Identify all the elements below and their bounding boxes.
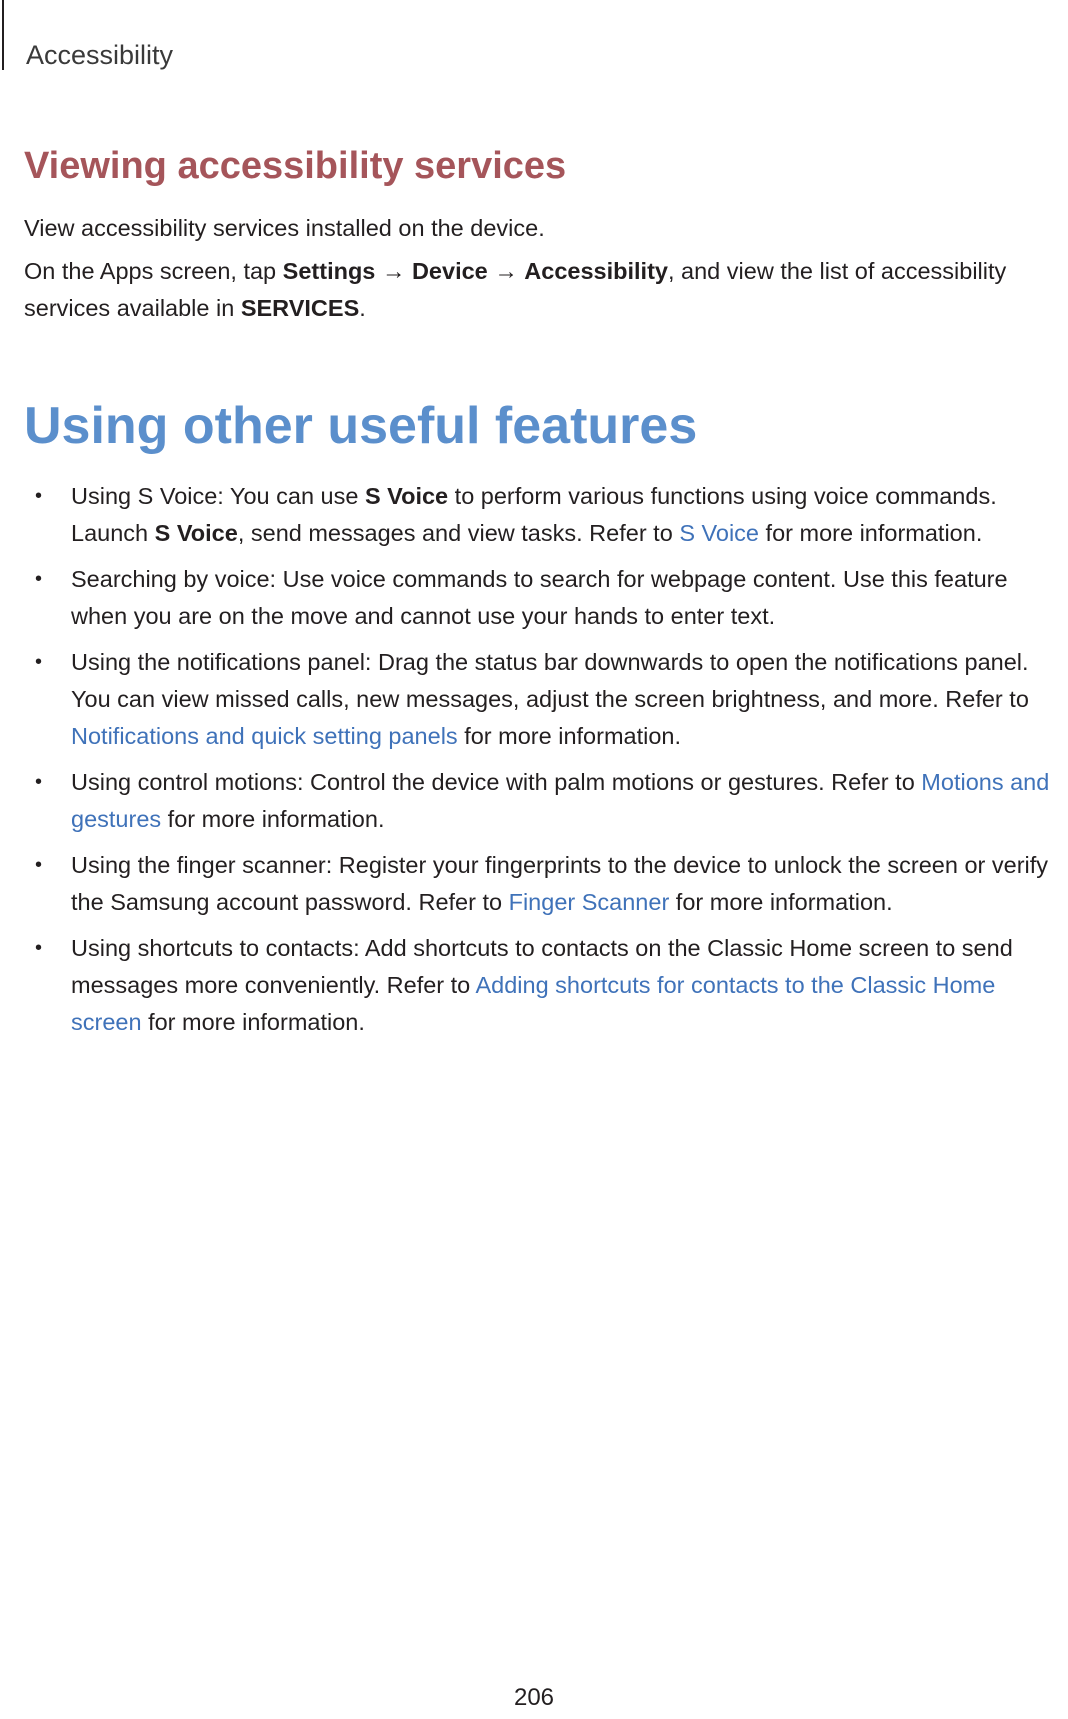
accessibility-term: Accessibility xyxy=(524,258,668,284)
instructions-text: , and view the list of accessibility services available in xyxy=(24,258,1007,321)
item-text: for more information. xyxy=(457,723,682,749)
item-bold-term: S Voice xyxy=(364,483,449,509)
link-motions-and-gestures[interactable]: Motions and gestures xyxy=(71,769,1050,832)
link-s-voice[interactable]: S Voice xyxy=(679,520,760,546)
device-term: Device xyxy=(411,258,488,284)
header-rule xyxy=(2,0,4,70)
link-finger-scanner[interactable]: Finger Scanner xyxy=(508,889,670,915)
item-text: for more information. xyxy=(669,889,893,915)
list-item xyxy=(0,930,1068,1041)
bullet-icon: • xyxy=(35,651,43,673)
bullet-icon: • xyxy=(35,854,43,876)
item-text: for more information. xyxy=(161,806,385,832)
link-adding-shortcuts-classic-home[interactable]: Adding shortcuts for contacts to the Classic Home screen xyxy=(71,972,996,1035)
item-text: for more information. xyxy=(141,1009,365,1035)
item-text: Using the finger scanner: Register your fingerprints to the device to unlock the screen or verify the Samsung account password. Refer to xyxy=(71,852,1049,915)
item-text: , send messages and view tasks. Refer to xyxy=(237,520,680,546)
link-notifications-panels[interactable]: Notifications and quick setting panels xyxy=(71,723,458,749)
section-title-viewing-accessibility-services: Viewing accessibility services xyxy=(24,145,567,187)
item-text: for more information. xyxy=(759,520,983,546)
features-list xyxy=(0,478,1068,1050)
header-label: Accessibility xyxy=(26,40,174,70)
list-item xyxy=(0,561,1068,635)
intro-paragraph: View accessibility services installed on the device. xyxy=(24,215,545,241)
instructions-text: On the Apps screen, tap xyxy=(24,258,283,284)
bullet-icon: • xyxy=(35,937,43,959)
list-item xyxy=(0,644,1068,755)
instructions-text: . xyxy=(359,295,366,321)
arrow-icon: → xyxy=(375,258,412,284)
instructions-paragraph xyxy=(24,253,1064,327)
services-term: SERVICES xyxy=(240,295,360,321)
item-text: Using control motions: Control the device with palm motions or gestures. Refer to xyxy=(71,769,922,795)
section-title-using-other-useful-features: Using other useful features xyxy=(24,397,698,455)
list-item xyxy=(0,847,1068,921)
bullet-icon: • xyxy=(35,568,43,590)
item-text: Searching by voice: Use voice commands to search for webpage content. Use this feature when you are on the move and cannot use your hands to enter text. xyxy=(71,566,1008,629)
list-item xyxy=(0,764,1068,838)
item-text: Using the notifications panel: Drag the status bar downwards to open the notifications panel. You can view missed calls, new messages, adjust the screen brightness, and more. Refer to xyxy=(71,649,1029,712)
settings-term: Settings xyxy=(282,258,376,284)
bullet-icon: • xyxy=(35,771,43,793)
bullet-icon: • xyxy=(35,485,43,507)
page-number: 206 xyxy=(513,1684,555,1711)
item-bold-term: S Voice xyxy=(154,520,238,546)
list-item xyxy=(0,478,1068,552)
arrow-icon: → xyxy=(487,258,525,284)
item-text: Using S Voice: You can use xyxy=(71,483,365,509)
item-text: Using shortcuts to contacts: Add shortcuts to contacts on the Classic Home screen to send messages more conveniently. Refer to xyxy=(71,935,1013,998)
item-text: to perform various functions using voice commands. Launch xyxy=(71,483,997,546)
